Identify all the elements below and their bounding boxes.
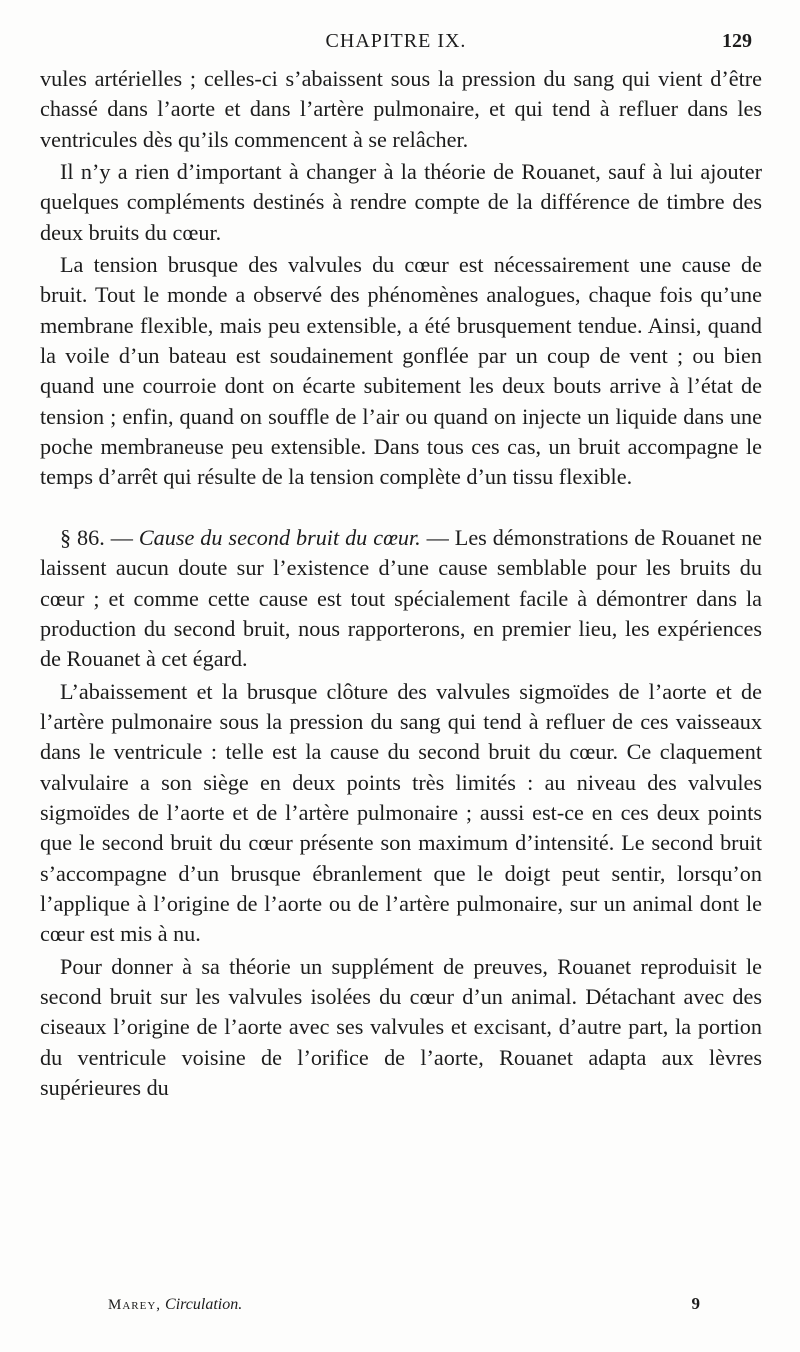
page-number: 129: [722, 30, 752, 52]
paragraph-section-86: [40, 523, 762, 675]
page-header: [40, 30, 752, 60]
page-footer: [108, 1296, 700, 1322]
section-dash: —: [426, 524, 449, 550]
section-number: § 86. —: [60, 524, 133, 550]
body-text: [40, 64, 762, 1103]
paragraph-1: vules artérielles ; celles-ci s’abaissent sous la pression du sang qui vient d’être chassé dans l’aorte et dans l’artère pulmonaire, et qui tend à refluer dans les ventricules dès qu’ils commencent à se relâcher.: [40, 66, 762, 152]
running-head: CHAPITRE IX.: [325, 30, 467, 52]
section-title: Cause du second bruit du cœur.: [138, 524, 421, 550]
paragraph-6: Pour donner à sa théorie un supplément de preuves, Rouanet reproduisit le second bruit sur les valvules isolées du cœur d’un animal. Détachant avec des ciseaux l’origine de l’aorte avec ses valvules et excisant, d’autre part, la portion du ventricule voisine de l’orifice de l’aorte, Rouanet adapta aux lèvres supérieures du: [40, 953, 762, 1100]
paragraph-2: Il n’y a rien d’important à changer à la théorie de Rouanet, sauf à lui ajouter quelques compléments destinés à rendre compte de la différence de timbre des deux bruits du cœur.: [40, 159, 762, 245]
paragraph-5: L’abaissement et la brusque clôture des valvules sigmoïdes de l’aorte et de l’artère pulmonaire sous la pression du sang qui tend à refluer de ces vaisseaux dans le ventricule : telle est la cause du second bruit du cœur. Ce claquement valvulaire a son siège en deux points très limités : au niveau des valvules sigmoïdes de l’aorte et de l’artère pulmonaire ; aussi est-ce en ces deux points que le second bruit du cœur présente son maximum d’intensité. Le second bruit s’accompagne d’un brusque ébranlement que le doigt peut sentir, lorsqu’on l’applique à l’origine de l’aorte ou de l’artère pulmonaire, sur un animal dont le cœur est mis à nu.: [40, 678, 762, 947]
paragraph-3: La tension brusque des valvules du cœur est nécessairement une cause de bruit. Tout le monde a observé des phénomènes analogues, chaque fois qu’une membrane flexible, mais peu extensible, a été brusquement tendue. Ainsi, quand la voile d’un bateau est soudainement gonflée par un coup de vent ; ou bien quand une courroie dont on écarte subitement les deux bouts arrive à l’état de tension ; enfin, quand on souffle de l’air ou quand on injecte un liquide dans une poche membraneuse peu extensible. Dans tous ces cas, un bruit accompagne le temps d’arrêt qui résulte de la tension complète d’un tissu flexible.: [40, 252, 762, 490]
signature-mark: 9: [691, 1294, 700, 1313]
footer-author: Marey,: [108, 1297, 162, 1313]
section-body: Les démonstrations de Rouanet ne laissent aucun doute sur l’existence d’une cause semblable pour les bruits du cœur ; et comme cette cause est tout spécialement facile à démontrer dans la production du second bruit, nous rapporterons, en premier lieu, les expériences de Rouanet à cet égard.: [40, 524, 763, 672]
footer-title: Circulation.: [165, 1296, 243, 1313]
